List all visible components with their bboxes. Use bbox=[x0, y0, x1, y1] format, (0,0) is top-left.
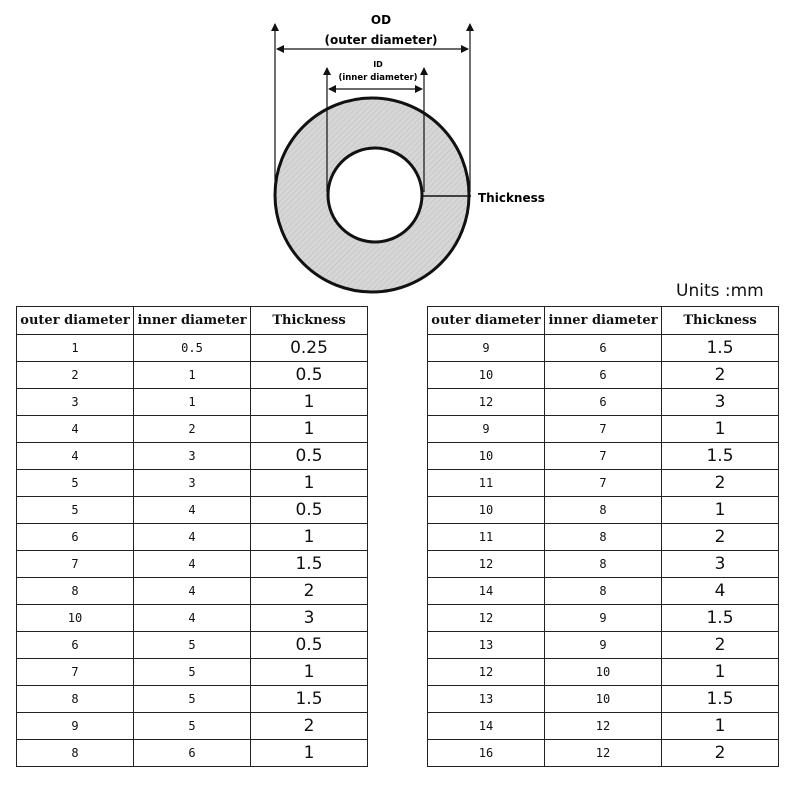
table-row bbox=[17, 632, 368, 659]
thickness-cell: 1.5 bbox=[662, 443, 779, 470]
table-header-row bbox=[428, 307, 779, 335]
outer-diameter-cell: 16 bbox=[428, 740, 545, 767]
outer-diameter-cell: 11 bbox=[428, 524, 545, 551]
table-row bbox=[17, 497, 368, 524]
inner-diameter-cell: 6 bbox=[545, 389, 662, 416]
inner-diameter-cell: 4 bbox=[134, 605, 251, 632]
thickness-cell: 2 bbox=[251, 578, 368, 605]
table-row bbox=[17, 335, 368, 362]
outer-diameter-cell: 11 bbox=[428, 470, 545, 497]
table-row bbox=[428, 524, 779, 551]
thickness-cell: 2 bbox=[662, 362, 779, 389]
thickness-cell: 1 bbox=[662, 416, 779, 443]
table-row bbox=[428, 416, 779, 443]
inner-diameter-cell: 8 bbox=[545, 578, 662, 605]
thickness-cell: 0.5 bbox=[251, 632, 368, 659]
header-thickness: Thickness bbox=[251, 307, 368, 335]
outer-diameter-cell: 10 bbox=[17, 605, 134, 632]
table-row bbox=[17, 578, 368, 605]
inner-diameter-cell: 6 bbox=[545, 362, 662, 389]
inner-diameter-cell: 6 bbox=[134, 740, 251, 767]
table-row bbox=[17, 362, 368, 389]
outer-diameter-cell: 9 bbox=[428, 416, 545, 443]
table-row bbox=[17, 443, 368, 470]
thickness-cell: 0.25 bbox=[251, 335, 368, 362]
outer-diameter-cell: 6 bbox=[17, 632, 134, 659]
table-row bbox=[428, 659, 779, 686]
outer-diameter-cell: 12 bbox=[428, 551, 545, 578]
header-inner-diameter: inner diameter bbox=[545, 307, 662, 335]
outer-diameter-cell: 13 bbox=[428, 686, 545, 713]
table-row bbox=[17, 713, 368, 740]
outer-diameter-cell: 14 bbox=[428, 578, 545, 605]
outer-diameter-cell: 8 bbox=[17, 740, 134, 767]
thickness-cell: 1.5 bbox=[662, 605, 779, 632]
id-sub-label: (inner diameter) bbox=[338, 73, 418, 83]
thickness-cell: 2 bbox=[662, 632, 779, 659]
outer-diameter-cell: 9 bbox=[17, 713, 134, 740]
thickness-cell: 0.5 bbox=[251, 497, 368, 524]
table-row bbox=[17, 551, 368, 578]
outer-diameter-cell: 2 bbox=[17, 362, 134, 389]
outer-diameter-cell: 7 bbox=[17, 551, 134, 578]
inner-diameter-cell: 6 bbox=[545, 335, 662, 362]
thickness-cell: 4 bbox=[662, 578, 779, 605]
outer-diameter-cell: 12 bbox=[428, 389, 545, 416]
outer-diameter-cell: 10 bbox=[428, 443, 545, 470]
thickness-cell: 1 bbox=[251, 740, 368, 767]
inner-diameter-cell: 3 bbox=[134, 443, 251, 470]
table-row bbox=[428, 470, 779, 497]
inner-diameter-cell: 0.5 bbox=[134, 335, 251, 362]
thickness-cell: 3 bbox=[662, 389, 779, 416]
thickness-cell: 2 bbox=[662, 740, 779, 767]
inner-diameter-cell: 9 bbox=[545, 605, 662, 632]
outer-diameter-cell: 4 bbox=[17, 416, 134, 443]
washer-ring bbox=[275, 98, 469, 292]
inner-diameter-cell: 1 bbox=[134, 362, 251, 389]
table-row bbox=[428, 335, 779, 362]
thickness-cell: 1.5 bbox=[251, 686, 368, 713]
table-row bbox=[428, 740, 779, 767]
outer-diameter-cell: 1 bbox=[17, 335, 134, 362]
inner-diameter-cell: 8 bbox=[545, 497, 662, 524]
table-header-row bbox=[17, 307, 368, 335]
outer-diameter-cell: 9 bbox=[428, 335, 545, 362]
table-row bbox=[428, 497, 779, 524]
thickness-cell: 2 bbox=[251, 713, 368, 740]
inner-diameter-cell: 7 bbox=[545, 443, 662, 470]
table-row bbox=[17, 389, 368, 416]
outer-diameter-cell: 5 bbox=[17, 470, 134, 497]
table-row bbox=[428, 686, 779, 713]
inner-diameter-cell: 3 bbox=[134, 470, 251, 497]
thickness-cell: 0.5 bbox=[251, 443, 368, 470]
table-row bbox=[17, 470, 368, 497]
header-thickness: Thickness bbox=[662, 307, 779, 335]
inner-diameter-cell: 7 bbox=[545, 416, 662, 443]
thickness-cell: 1 bbox=[251, 389, 368, 416]
id-label: ID bbox=[373, 60, 383, 69]
table-row bbox=[17, 416, 368, 443]
thickness-cell: 1.5 bbox=[251, 551, 368, 578]
inner-diameter-cell: 10 bbox=[545, 659, 662, 686]
units-label: Units :mm bbox=[676, 281, 764, 301]
thickness-cell: 1 bbox=[662, 713, 779, 740]
inner-diameter-cell: 5 bbox=[134, 686, 251, 713]
table-row bbox=[428, 551, 779, 578]
thickness-label: Thickness bbox=[478, 191, 545, 205]
thickness-cell: 1.5 bbox=[662, 686, 779, 713]
inner-diameter-cell: 7 bbox=[545, 470, 662, 497]
thickness-cell: 3 bbox=[662, 551, 779, 578]
thickness-cell: 1 bbox=[662, 659, 779, 686]
outer-diameter-cell: 12 bbox=[428, 605, 545, 632]
inner-diameter-cell: 12 bbox=[545, 713, 662, 740]
table-row bbox=[17, 659, 368, 686]
thickness-cell: 0.5 bbox=[251, 362, 368, 389]
table-row bbox=[17, 740, 368, 767]
inner-diameter-cell: 4 bbox=[134, 497, 251, 524]
thickness-cell: 3 bbox=[251, 605, 368, 632]
thickness-cell: 2 bbox=[662, 470, 779, 497]
table-row bbox=[17, 605, 368, 632]
outer-diameter-cell: 12 bbox=[428, 659, 545, 686]
size-table-left bbox=[16, 306, 368, 767]
thickness-cell: 2 bbox=[662, 524, 779, 551]
inner-diameter-cell: 9 bbox=[545, 632, 662, 659]
inner-diameter-cell: 5 bbox=[134, 713, 251, 740]
table-row bbox=[428, 362, 779, 389]
od-label: OD bbox=[370, 13, 392, 27]
inner-diameter-cell: 8 bbox=[545, 551, 662, 578]
outer-diameter-cell: 7 bbox=[17, 659, 134, 686]
outer-diameter-cell: 10 bbox=[428, 362, 545, 389]
washer-diagram bbox=[0, 0, 800, 300]
thickness-cell: 1 bbox=[662, 497, 779, 524]
inner-diameter-cell: 5 bbox=[134, 632, 251, 659]
inner-diameter-cell: 5 bbox=[134, 659, 251, 686]
thickness-cell: 1 bbox=[251, 524, 368, 551]
table-row bbox=[428, 713, 779, 740]
outer-diameter-cell: 5 bbox=[17, 497, 134, 524]
inner-diameter-cell: 10 bbox=[545, 686, 662, 713]
table-row bbox=[428, 605, 779, 632]
inner-diameter-cell: 4 bbox=[134, 578, 251, 605]
outer-diameter-cell: 6 bbox=[17, 524, 134, 551]
outer-diameter-cell: 4 bbox=[17, 443, 134, 470]
header-outer-diameter: outer diameter bbox=[428, 307, 545, 335]
table-row bbox=[17, 686, 368, 713]
od-sub-label: (outer diameter) bbox=[324, 33, 438, 47]
outer-diameter-cell: 10 bbox=[428, 497, 545, 524]
thickness-cell: 1.5 bbox=[662, 335, 779, 362]
outer-diameter-cell: 8 bbox=[17, 686, 134, 713]
inner-diameter-cell: 8 bbox=[545, 524, 662, 551]
table-row bbox=[428, 443, 779, 470]
thickness-cell: 1 bbox=[251, 470, 368, 497]
inner-diameter-cell: 12 bbox=[545, 740, 662, 767]
thickness-cell: 1 bbox=[251, 416, 368, 443]
table-row bbox=[17, 524, 368, 551]
inner-diameter-cell: 4 bbox=[134, 524, 251, 551]
header-outer-diameter: outer diameter bbox=[17, 307, 134, 335]
outer-diameter-cell: 14 bbox=[428, 713, 545, 740]
outer-diameter-cell: 3 bbox=[17, 389, 134, 416]
table-row bbox=[428, 632, 779, 659]
inner-diameter-cell: 1 bbox=[134, 389, 251, 416]
header-inner-diameter: inner diameter bbox=[134, 307, 251, 335]
size-table-right bbox=[427, 306, 779, 767]
inner-diameter-cell: 4 bbox=[134, 551, 251, 578]
outer-diameter-cell: 8 bbox=[17, 578, 134, 605]
table-row bbox=[428, 578, 779, 605]
outer-diameter-cell: 13 bbox=[428, 632, 545, 659]
thickness-cell: 1 bbox=[251, 659, 368, 686]
inner-diameter-cell: 2 bbox=[134, 416, 251, 443]
table-row bbox=[428, 389, 779, 416]
